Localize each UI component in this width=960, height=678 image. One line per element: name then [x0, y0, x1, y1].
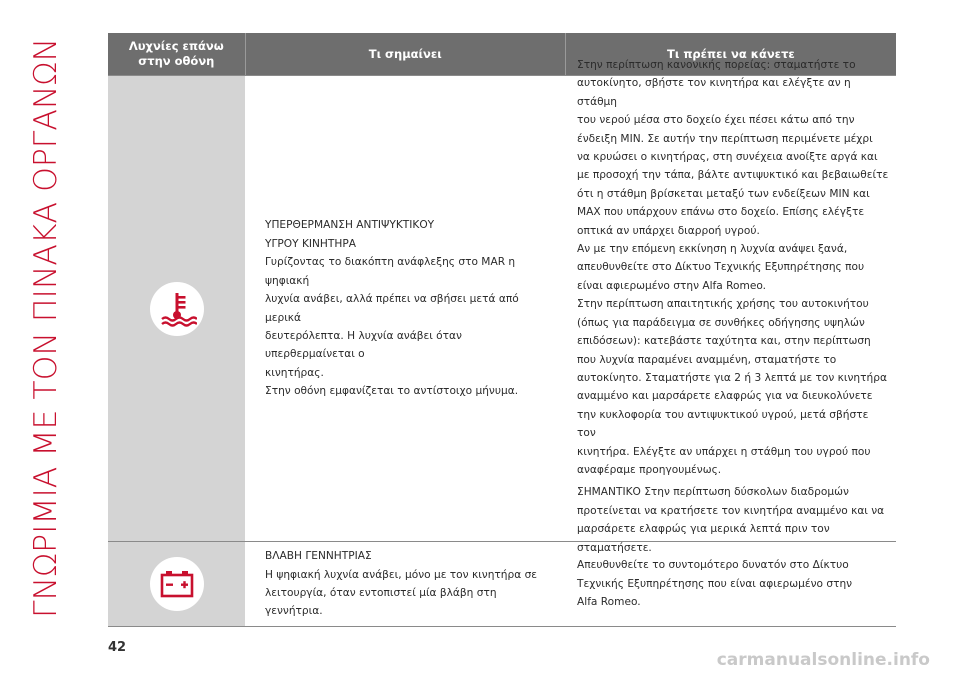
action-paragraph	[577, 56, 890, 479]
warning-lights-table	[108, 33, 896, 627]
header-lights	[108, 33, 246, 75]
action-line: την κυκλοφορία του αντιψυκτικού υγρού, μετά σβήστε τον	[577, 408, 869, 440]
action-line: μαρσάρετε ελαφρώς για μερικά λεπτά πριν τον	[577, 523, 830, 536]
meaning-cell	[245, 76, 565, 541]
action-line: Αν με την επόμενη εκκίνηση η λυχνία ανάψει ξανά,	[577, 243, 848, 256]
action-line: του νερού μέσα στο δοχείο έχει πέσει κάτω από την	[577, 114, 855, 127]
header-lights-line2: στην οθόνη	[138, 54, 215, 68]
icon-cell	[108, 76, 245, 541]
icon-cell	[108, 542, 245, 626]
meaning-line: ΥΠΕΡΘΕΡΜΑΝΣΗ ΑΝΤΙΨΥΚΤΙΚΟΥ	[265, 219, 435, 232]
side-chapter-title	[16, 18, 72, 638]
table-row	[108, 541, 896, 627]
action-line: οπτικά αν υπάρχει διαρροή υγρού.	[577, 224, 760, 237]
meaning-line: λυχνία ανάβει, αλλά πρέπει να σβήσει μετά από μερικά	[265, 293, 519, 324]
meaning-line: δευτερόλεπτα. Η λυχνία ανάβει όταν υπερθερμαίνεται ο	[265, 329, 462, 361]
meaning-line: ΒΛΑΒΗ ΓΕΝΝΗΤΡΙΑΣ	[265, 550, 372, 563]
action-line: MAX που υπάρχουν επάνω στο δοχείο. Επίσης ελέγξτε	[577, 206, 865, 219]
action-line: αυτοκίνητο. Σταματήστε για 2 ή 3 λεπτά με τον κινητήρα	[577, 371, 887, 384]
meaning-line: Στην οθόνη εμφανίζεται το αντίστοιχο μήνυμα.	[265, 385, 519, 398]
meaning-line: ΥΓΡΟΥ ΚΙΝΗΤΗΡΑ	[265, 237, 356, 250]
watermark: carmanualsonline.info	[716, 650, 930, 670]
action-line: Alfa Romeo.	[577, 596, 641, 609]
battery-icon	[150, 557, 204, 611]
action-line: αναμμένο και μαρσάρετε ελαφρώς για να διευκολύνετε	[577, 390, 873, 403]
action-line: αναφέραμε προηγουμένως.	[577, 463, 722, 476]
action-line: απευθυνθείτε στο Δίκτυο Τεχνικής Εξυπηρέτησης που	[577, 261, 865, 274]
action-line: κινητήρα. Ελέγξτε αν υπάρχει η στάθμη του υγρού που	[577, 445, 871, 458]
page-number: 42	[108, 640, 127, 655]
meaning-line: Γυρίζοντας το διακόπτη ανάφλεξης στο MAR η ψηφιακή	[265, 256, 516, 287]
meaning-line: Η ψηφιακή λυχνία ανάβει, μόνο με τον κινητήρα σε	[265, 568, 538, 581]
meaning-cell	[245, 542, 565, 626]
action-line: που λυχνία παραμένει αναμμένη, σταματήστε το	[577, 353, 837, 366]
meaning-line: κινητήρας.	[265, 366, 324, 379]
action-line: (όπως για παράδειγμα σε συνθήκες οδήγησης υψηλών	[577, 316, 865, 329]
action-line: ότι η στάθμη βρίσκεται μεταξύ των ενδείξεων MIN και	[577, 187, 870, 200]
action-line: να κρυώσει ο κινητήρας, στη συνέχεια ανοίξτε αργά και	[577, 151, 878, 164]
action-line: προτείνεται να κρατήσετε τον κινητήρα αναμμένο και να	[577, 504, 885, 517]
action-line: Στην περίπτωση κανονικής πορείας: σταματήστε το	[577, 59, 856, 72]
action-line: ΣΗΜΑΝΤΙΚΟ Στην περίπτωση δύσκολων διαδρομών	[577, 486, 849, 499]
action-line: Απευθυνθείτε το συντομότερο δυνατόν στο Δίκτυο	[577, 559, 849, 572]
meaning-line: λειτουργία, όταν εντοπιστεί μία βλάβη στη γεννήτρια.	[265, 587, 497, 618]
action-line: αυτοκίνητο, σβήστε τον κινητήρα και ελέγξτε αν η στάθμη	[577, 77, 851, 108]
action-line: σταματήσετε.	[577, 541, 652, 554]
action-line: Τεχνικής Εξυπηρέτησης που είναι αφιερωμένο στην	[577, 577, 853, 590]
action-line: ένδειξη MIN. Σε αυτήν την περίπτωση περιμένετε μέχρι	[577, 132, 873, 145]
header-lights-line1: Λυχνίες επάνω	[128, 39, 224, 53]
action-line: επιδόσεων): κατεβάστε ταχύτητα και, στην περίπτωση	[577, 335, 871, 348]
action-line: Στην περίπτωση απαιτητικής χρήσης του αυτοκινήτου	[577, 298, 869, 311]
side-chapter-title-text: ΓΝΩΡΙΜΙΑ ΜΕ ΤΟΝ ΠΙΝΑΚΑ ΟΡΓΑΝΩΝ	[28, 46, 64, 618]
action-line: είναι αφιερωμένο στην Alfa Romeo.	[577, 279, 767, 292]
header-action: Τι πρέπει να κάνετε	[667, 46, 795, 61]
table-row	[108, 59, 896, 554]
header-meaning: Τι σημαίνει	[246, 33, 566, 75]
action-cell	[565, 59, 896, 554]
action-line: με προσοχή την τάπα, βάλτε αντιψυκτικό και βεβαιωθείτε	[577, 169, 889, 182]
coolant-temperature-icon	[150, 282, 204, 336]
action-cell	[565, 542, 896, 626]
